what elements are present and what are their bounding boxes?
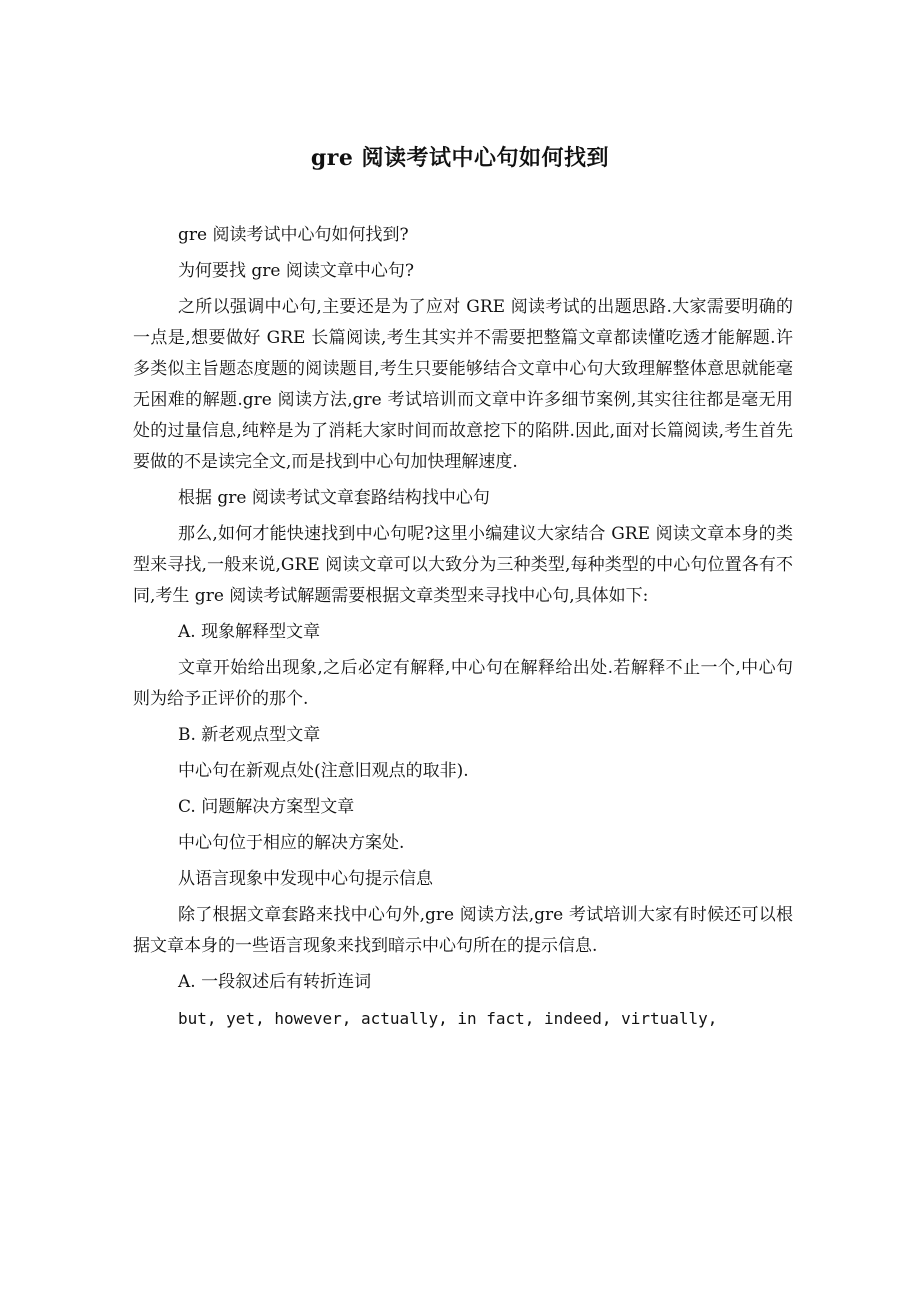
type-b-heading: B. 新老观点型文章 bbox=[178, 725, 321, 745]
document-title: gre 阅读考试中心句如何找到 bbox=[310, 145, 610, 171]
section-heading-language: 从语言现象中发现中心句提示信息 bbox=[178, 869, 433, 889]
document-body bbox=[133, 220, 793, 1039]
section-heading-structure: 根据 gre 阅读考试文章套路结构找中心句 bbox=[178, 488, 490, 508]
type-b-text: 中心句在新观点处(注意旧观点的取非). bbox=[178, 761, 469, 781]
cue-a-heading: A. 一段叙述后有转折连词 bbox=[178, 972, 372, 992]
paragraph-reason: 之所以强调中心句,主要还是为了应对 GRE 阅读考试的出题思路.大家需要明确的一点是,想要做好 GRE 长篇阅读,考生其实并不需要把整篇文章都读懂吃透才能解题.许多类似主旨题态度题的阅读题目,考生只要能够结合文章中心句大致理解整体意思就能毫无困难的解题.gre 阅读方法,gre 考试培训而文章中许多细节案例,其实往往都是毫无用处的过量信息,纯粹是为了消耗大家时间而故意挖下的陷阱.因此,面对长篇阅读,考生首先要做的不是读完全文,而是找到中心句加快理解速度. bbox=[133, 297, 793, 472]
type-a-heading: A. 现象解释型文章 bbox=[178, 622, 321, 642]
paragraph-why: 为何要找 gre 阅读文章中心句? bbox=[178, 261, 414, 281]
paragraph-language-intro: 除了根据文章套路来找中心句外,gre 阅读方法,gre 考试培训大家有时候还可以根据文章本身的一些语言现象来找到暗示中心句所在的提示信息. bbox=[133, 905, 793, 956]
paragraph-question: gre 阅读考试中心句如何找到? bbox=[178, 225, 409, 245]
type-c-text: 中心句位于相应的解决方案处. bbox=[178, 833, 405, 853]
cue-a-words: but, yet, however, actually, in fact, indeed, virtually, bbox=[178, 1009, 718, 1028]
paragraph-types-intro: 那么,如何才能快速找到中心句呢?这里小编建议大家结合 GRE 阅读文章本身的类型来寻找,一般来说,GRE 阅读文章可以大致分为三种类型,每种类型的中心句位置各有不同,考生 gre 阅读考试解题需要根据文章类型来寻找中心句,具体如下: bbox=[133, 524, 793, 606]
type-c-heading: C. 问题解决方案型文章 bbox=[178, 797, 355, 817]
type-a-text: 文章开始给出现象,之后必定有解释,中心句在解释给出处.若解释不止一个,中心句则为给予正评价的那个. bbox=[133, 658, 793, 709]
